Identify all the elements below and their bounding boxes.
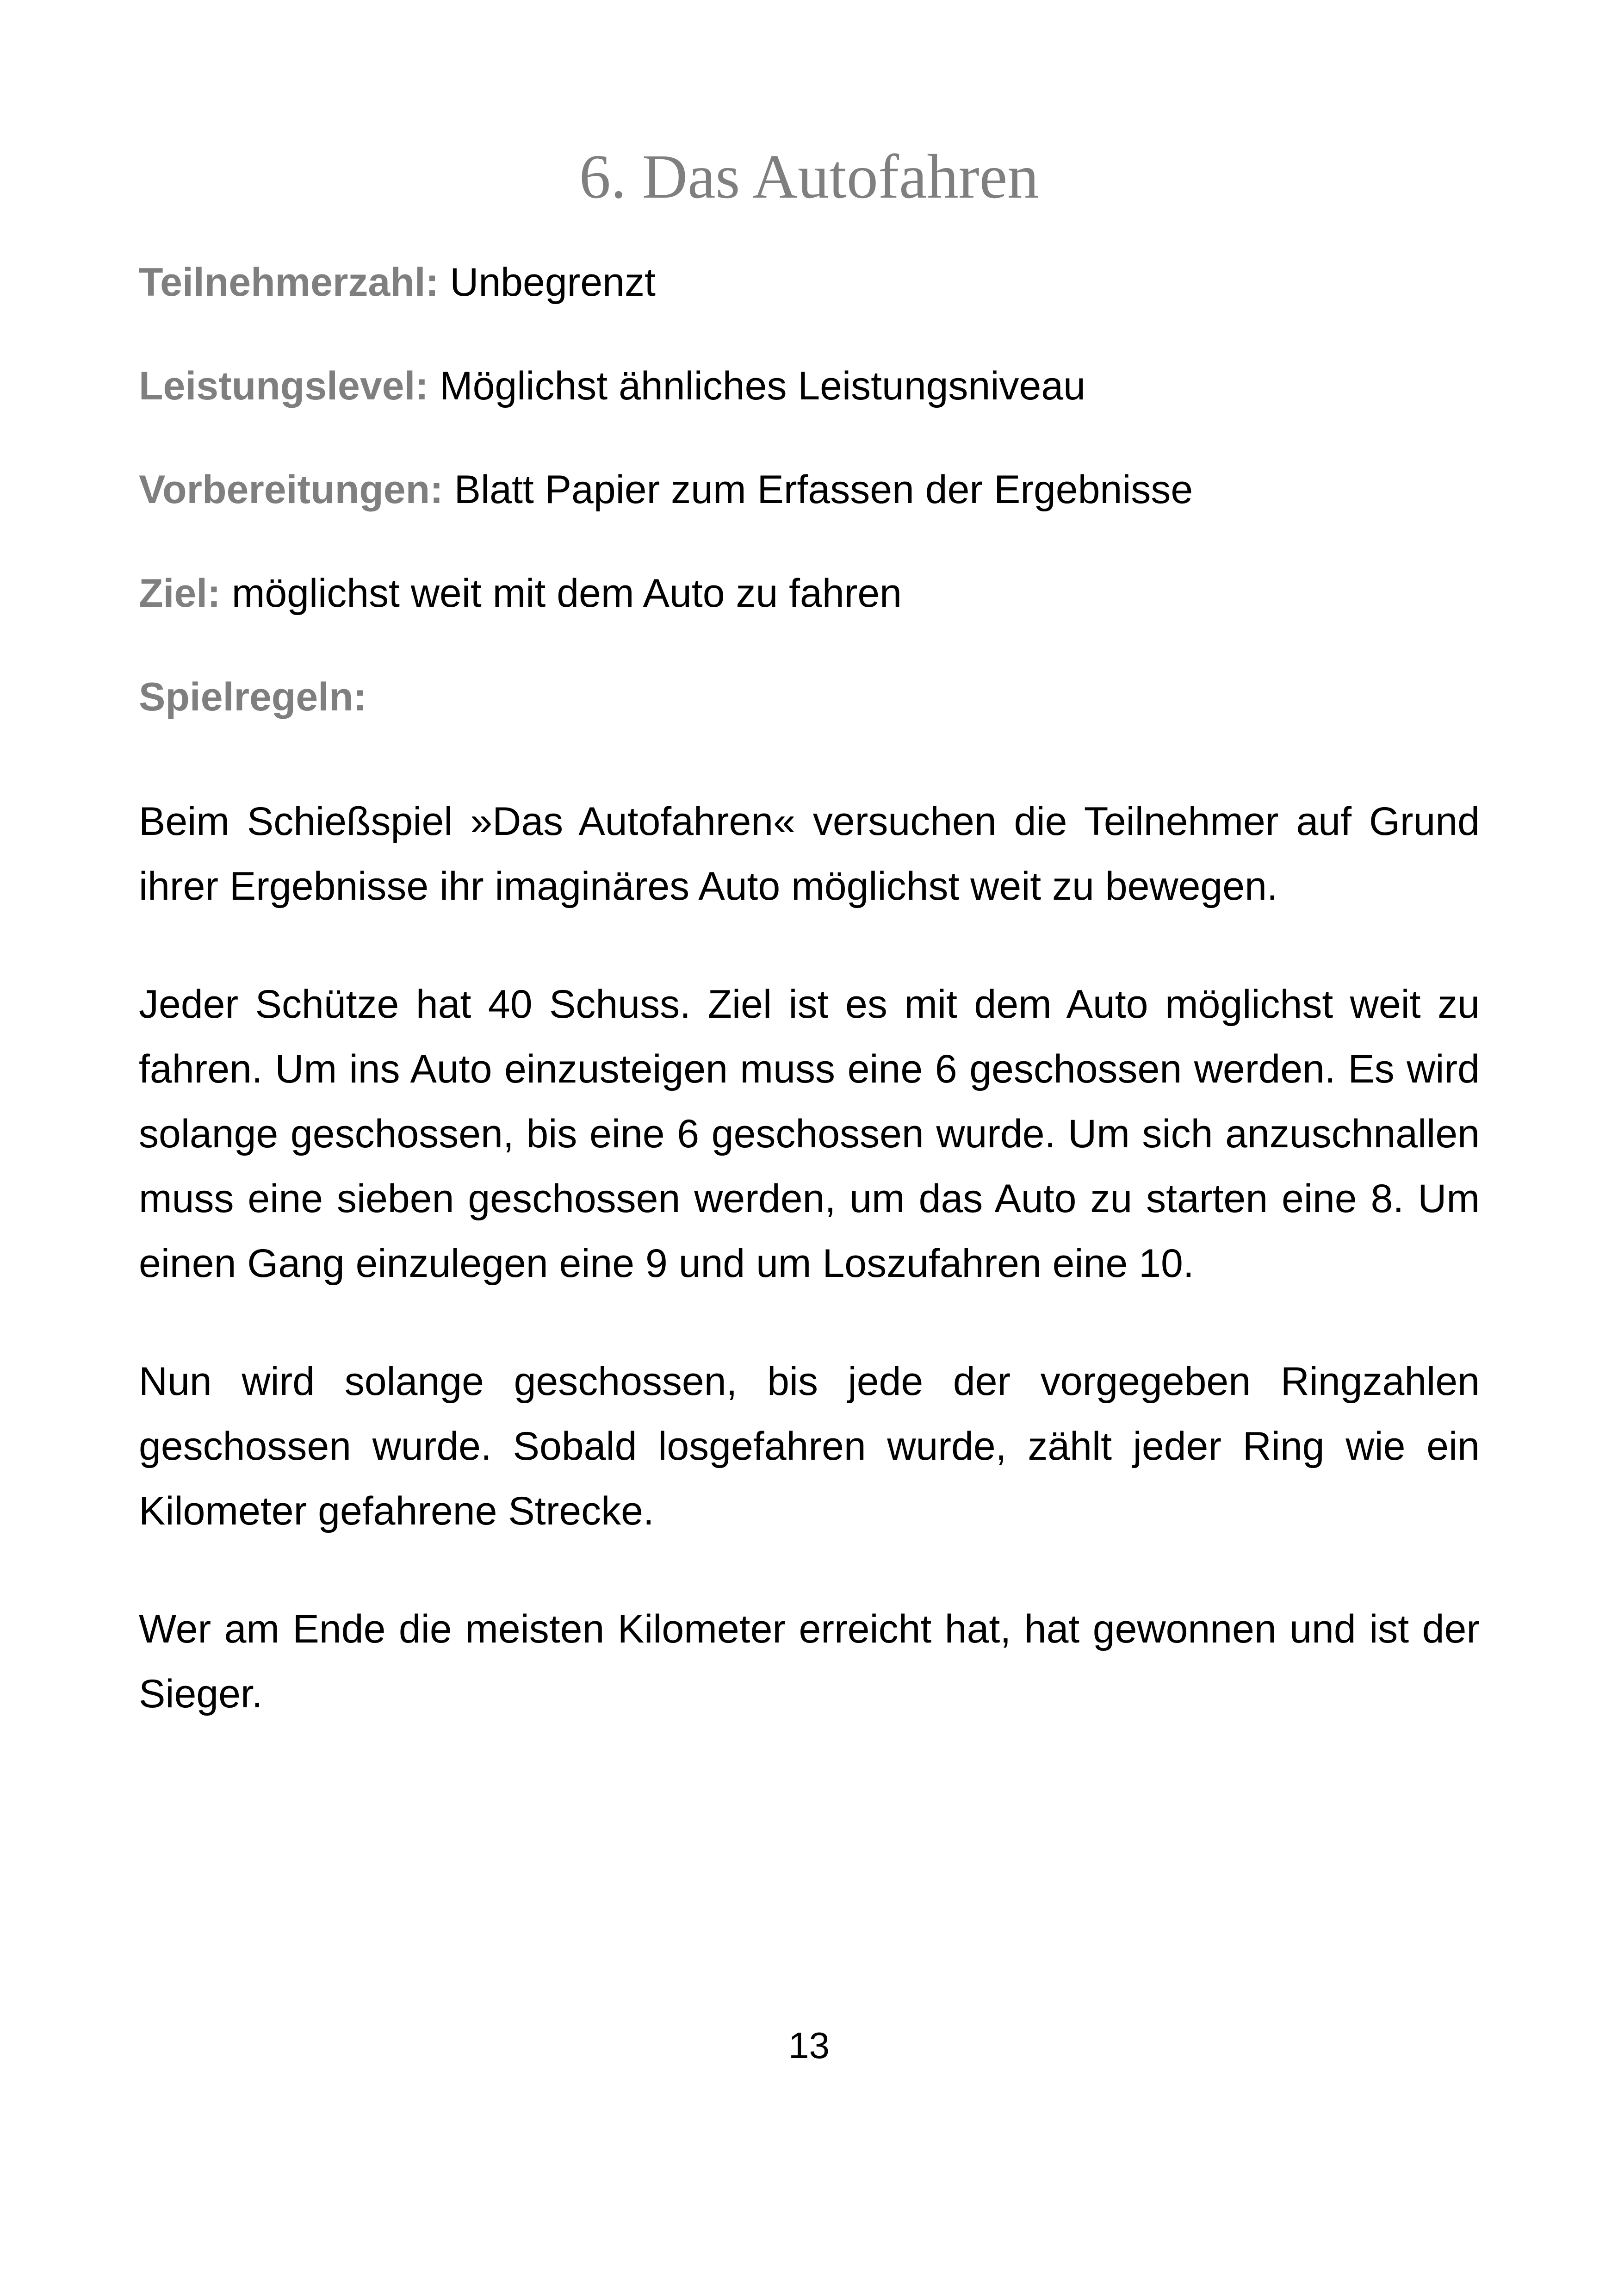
level-field bbox=[139, 356, 1480, 416]
preparation-label: Vorbereitungen: bbox=[139, 467, 443, 512]
paragraph: Wer am Ende die meisten Kilometer erreicht hat, hat gewonnen und ist der Sieger. bbox=[139, 1607, 1480, 1716]
page-number: 13 bbox=[788, 2025, 830, 2066]
preparation-field bbox=[139, 460, 1480, 520]
preparation-value: Blatt Papier zum Erfassen der Ergebnisse bbox=[454, 467, 1193, 512]
goal-value: möglichst weit mit dem Auto zu fahren bbox=[231, 571, 902, 616]
participants-field bbox=[139, 252, 1480, 312]
goal-field bbox=[139, 563, 1480, 623]
participants-label: Teilnehmerzahl: bbox=[139, 260, 439, 305]
game-info-fields bbox=[139, 252, 1480, 771]
rules-field bbox=[139, 667, 1480, 727]
level-label: Leistungslevel: bbox=[139, 364, 429, 408]
page-title: 6. Das Autofahren bbox=[579, 142, 1039, 212]
participants-value: Unbegrenzt bbox=[450, 260, 656, 305]
goal-label: Ziel: bbox=[139, 571, 221, 616]
level-value: Möglichst ähnliches Leistungsniveau bbox=[439, 364, 1085, 408]
rules-label: Spielregeln: bbox=[139, 675, 367, 719]
paragraph: Jeder Schütze hat 40 Schuss. Ziel ist es mit dem Auto möglichst weit zu fahren. Um ins Auto einzusteigen muss eine 6 geschossen werden. Es wird solange geschossen, bis eine 6 geschossen wurde. Um sich anzuschnallen muss eine sieben geschossen werden, um das Auto zu starten eine 8. Um einen Gang einzulegen eine 9 und um Loszufahren eine 10. bbox=[139, 982, 1480, 1286]
rules-body bbox=[139, 789, 1480, 1780]
paragraph: Beim Schießspiel »Das Autofahren« versuchen die Teilnehmer auf Grund ihrer Ergebnisse ihr imaginäres Auto möglichst weit zu bewegen. bbox=[139, 799, 1480, 908]
paragraph: Nun wird solange geschossen, bis jede der vorgegeben Ringzahlen geschossen wurde. Sobald losgefahren wurde, zählt jeder Ring wie ein Kilometer gefahrene Strecke. bbox=[139, 1359, 1480, 1533]
